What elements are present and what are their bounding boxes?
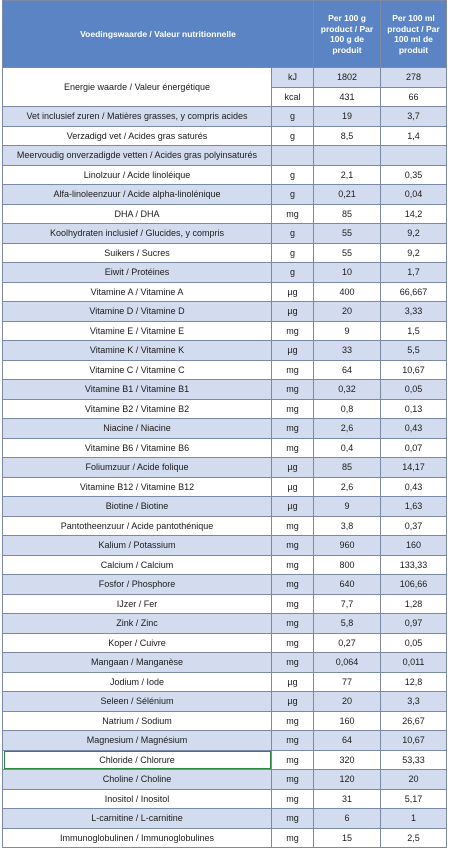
per-100g-cell[interactable]: 2,6	[314, 477, 381, 497]
per-100ml-cell[interactable]: 133,33	[381, 555, 447, 575]
nutrient-label[interactable]: IJzer / Fer	[3, 594, 272, 614]
per-100g-cell[interactable]: 15	[314, 828, 381, 848]
table-row	[3, 360, 447, 380]
nutrient-label[interactable]: Linolzuur / Acide linoléique	[3, 165, 272, 185]
per-100ml-cell[interactable]: 1,4	[381, 126, 447, 146]
per-100ml-cell[interactable]: 3,33	[381, 302, 447, 322]
per-100ml-cell[interactable]: 0,97	[381, 614, 447, 634]
unit-cell[interactable]: mg	[272, 809, 314, 829]
unit-cell[interactable]: g	[272, 224, 314, 244]
nutrient-label[interactable]: Mangaan / Manganèse	[3, 653, 272, 673]
unit-cell[interactable]: mg	[272, 594, 314, 614]
per-100ml-cell[interactable]: 3,3	[381, 692, 447, 712]
per-100ml-cell[interactable]: 26,67	[381, 711, 447, 731]
energy-kj-per-100ml[interactable]: 278	[381, 68, 447, 88]
nutrient-label[interactable]: Fosfor / Phosphore	[3, 575, 272, 595]
per-100g-cell[interactable]: 800	[314, 555, 381, 575]
table-row	[3, 477, 447, 497]
per-100g-cell[interactable]: 9	[314, 321, 381, 341]
per-100g-cell[interactable]: 160	[314, 711, 381, 731]
unit-cell[interactable]: µg	[272, 672, 314, 692]
table-row-energy-kj	[3, 68, 447, 88]
table-row	[3, 555, 447, 575]
table-row	[3, 243, 447, 263]
per-100g-cell[interactable]: 10	[314, 263, 381, 283]
per-100g-cell[interactable]: 0,32	[314, 380, 381, 400]
table-row	[3, 380, 447, 400]
per-100ml-cell[interactable]: 14,17	[381, 458, 447, 478]
per-100ml-cell[interactable]: 0,05	[381, 380, 447, 400]
per-100g-cell[interactable]: 960	[314, 536, 381, 556]
per-100g-cell[interactable]: 120	[314, 770, 381, 790]
unit-cell[interactable]: mg	[272, 555, 314, 575]
unit-cell[interactable]: mg	[272, 750, 314, 770]
nutrient-label[interactable]: Kalium / Potassium	[3, 536, 272, 556]
unit-cell[interactable]: µg	[272, 692, 314, 712]
per-100ml-cell[interactable]: 1	[381, 809, 447, 829]
per-100ml-cell[interactable]: 10,67	[381, 360, 447, 380]
per-100g-cell[interactable]: 20	[314, 692, 381, 712]
unit-cell[interactable]: mg	[272, 711, 314, 731]
unit-cell[interactable]: µg	[272, 497, 314, 517]
per-100ml-cell[interactable]: 0,13	[381, 399, 447, 419]
unit-cell[interactable]: mg	[272, 731, 314, 751]
per-100g-cell[interactable]: 3,8	[314, 516, 381, 536]
per-100g-cell[interactable]: 400	[314, 282, 381, 302]
per-100g-cell[interactable]: 6	[314, 809, 381, 829]
table-row	[3, 770, 447, 790]
nutrient-label[interactable]: Vitamine B1 / Vitamine B1	[3, 380, 272, 400]
unit-cell[interactable]: µg	[272, 282, 314, 302]
table-row	[3, 302, 447, 322]
table-row	[3, 146, 447, 166]
nutrient-label[interactable]: Foliumzuur / Acide folique	[3, 458, 272, 478]
nutrient-label[interactable]: Jodium / Iode	[3, 672, 272, 692]
per-100ml-cell[interactable]: 5,17	[381, 789, 447, 809]
per-100ml-cell[interactable]: 3,7	[381, 107, 447, 127]
unit-cell[interactable]: mg	[272, 419, 314, 439]
per-100ml-cell[interactable]: 10,67	[381, 731, 447, 751]
nutrient-label[interactable]: Chloride / Chlorure	[3, 750, 272, 770]
unit-cell[interactable]	[272, 146, 314, 166]
table-row	[3, 126, 447, 146]
nutrient-label[interactable]: Biotine / Biotine	[3, 497, 272, 517]
unit-cell[interactable]: mg	[272, 321, 314, 341]
nutrient-label[interactable]: Calcium / Calcium	[3, 555, 272, 575]
per-100g-cell[interactable]: 0,21	[314, 185, 381, 205]
per-100ml-cell[interactable]: 1,7	[381, 263, 447, 283]
table-row	[3, 731, 447, 751]
table-row	[3, 224, 447, 244]
per-100ml-cell[interactable]: 12,8	[381, 672, 447, 692]
table-row	[3, 575, 447, 595]
per-100ml-cell[interactable]: 5,5	[381, 341, 447, 361]
nutrient-label[interactable]: Immunoglobulinen / Immunoglobulines	[3, 828, 272, 848]
unit-cell[interactable]: g	[272, 126, 314, 146]
per-100g-cell[interactable]: 55	[314, 243, 381, 263]
per-100ml-cell[interactable]: 1,63	[381, 497, 447, 517]
per-100g-cell[interactable]: 8,5	[314, 126, 381, 146]
per-100ml-cell[interactable]: 1,5	[381, 321, 447, 341]
energy-kcal-per-100ml[interactable]: 66	[381, 87, 447, 107]
per-100ml-cell[interactable]: 9,2	[381, 243, 447, 263]
per-100g-cell[interactable]: 85	[314, 204, 381, 224]
unit-cell[interactable]: g	[272, 185, 314, 205]
nutrient-label[interactable]: Zink / Zinc	[3, 614, 272, 634]
nutrient-label[interactable]: Vitamine D / Vitamine D	[3, 302, 272, 322]
unit-cell[interactable]: µg	[272, 458, 314, 478]
per-100g-cell[interactable]: 19	[314, 107, 381, 127]
table-row	[3, 282, 447, 302]
unit-cell[interactable]: g	[272, 243, 314, 263]
nutrient-label[interactable]: Niacine / Niacine	[3, 419, 272, 439]
table-row	[3, 594, 447, 614]
table-row	[3, 789, 447, 809]
per-100g-cell[interactable]: 55	[314, 224, 381, 244]
per-100ml-cell[interactable]: 0,43	[381, 419, 447, 439]
per-100g-cell[interactable]: 5,8	[314, 614, 381, 634]
nutrient-label[interactable]: Verzadigd vet / Acides gras saturés	[3, 126, 272, 146]
table-row	[3, 341, 447, 361]
table-row	[3, 692, 447, 712]
nutrient-label[interactable]: Vitamine A / Vitamine A	[3, 282, 272, 302]
table-row	[3, 828, 447, 848]
per-100ml-cell[interactable]	[381, 146, 447, 166]
per-100g-cell[interactable]: 640	[314, 575, 381, 595]
per-100ml-cell[interactable]: 14,2	[381, 204, 447, 224]
unit-cell[interactable]: µg	[272, 477, 314, 497]
table-row	[3, 653, 447, 673]
table-row	[3, 419, 447, 439]
per-100g-cell[interactable]: 0,4	[314, 438, 381, 458]
energy-unit-kj[interactable]: kJ	[272, 68, 314, 88]
per-100g-cell[interactable]: 85	[314, 458, 381, 478]
per-100ml-cell[interactable]: 0,07	[381, 438, 447, 458]
per-100ml-cell[interactable]: 2,5	[381, 828, 447, 848]
unit-cell[interactable]: g	[272, 107, 314, 127]
per-100g-cell[interactable]: 0,27	[314, 633, 381, 653]
nutrient-label[interactable]: Choline / Choline	[3, 770, 272, 790]
per-100ml-cell[interactable]: 1,28	[381, 594, 447, 614]
energy-unit-kcal[interactable]: kcal	[272, 87, 314, 107]
unit-cell[interactable]: g	[272, 263, 314, 283]
per-100ml-cell[interactable]: 0,35	[381, 165, 447, 185]
header-nutrient[interactable]: Voedingswaarde / Valeur nutritionnelle	[3, 1, 314, 68]
per-100g-cell[interactable]: 33	[314, 341, 381, 361]
header-per-100g[interactable]: Per 100 g product / Par 100 g de produit	[314, 1, 381, 68]
per-100g-cell[interactable]: 2,6	[314, 419, 381, 439]
table-row	[3, 107, 447, 127]
nutrient-label[interactable]: Vitamine B2 / Vitamine B2	[3, 399, 272, 419]
unit-cell[interactable]: mg	[272, 360, 314, 380]
per-100g-cell[interactable]: 64	[314, 360, 381, 380]
table-row	[3, 204, 447, 224]
unit-cell[interactable]: mg	[272, 770, 314, 790]
per-100ml-cell[interactable]: 53,33	[381, 750, 447, 770]
per-100g-cell[interactable]: 7,7	[314, 594, 381, 614]
per-100ml-cell[interactable]: 0,43	[381, 477, 447, 497]
table-row	[3, 809, 447, 829]
unit-cell[interactable]: mg	[272, 399, 314, 419]
per-100g-cell[interactable]: 31	[314, 789, 381, 809]
table-row	[3, 263, 447, 283]
nutrient-label[interactable]: Koper / Cuivre	[3, 633, 272, 653]
table-row	[3, 321, 447, 341]
unit-cell[interactable]: mg	[272, 536, 314, 556]
table-row	[3, 750, 447, 770]
table-row	[3, 458, 447, 478]
per-100ml-cell[interactable]: 9,2	[381, 224, 447, 244]
per-100ml-cell[interactable]: 0,05	[381, 633, 447, 653]
per-100ml-cell[interactable]: 20	[381, 770, 447, 790]
unit-cell[interactable]: mg	[272, 633, 314, 653]
unit-cell[interactable]: mg	[272, 789, 314, 809]
table-row	[3, 516, 447, 536]
nutrient-label[interactable]: Vitamine E / Vitamine E	[3, 321, 272, 341]
unit-cell[interactable]: µg	[272, 341, 314, 361]
nutrition-table	[2, 0, 447, 848]
per-100ml-cell[interactable]: 160	[381, 536, 447, 556]
unit-cell[interactable]: mg	[272, 653, 314, 673]
nutrient-label[interactable]: Pantotheenzuur / Acide pantothénique	[3, 516, 272, 536]
header-per-100ml[interactable]: Per 100 ml product / Par 100 ml de produit	[381, 1, 447, 68]
nutrient-label[interactable]: Natrium / Sodium	[3, 711, 272, 731]
nutrient-label[interactable]: Vet inclusief zuren / Matières grasses, y compris acides	[3, 107, 272, 127]
per-100ml-cell[interactable]: 0,011	[381, 653, 447, 673]
nutrient-label[interactable]: Seleen / Sélénium	[3, 692, 272, 712]
energy-kj-per-100g[interactable]: 1802	[314, 68, 381, 88]
unit-cell[interactable]: mg	[272, 438, 314, 458]
per-100g-cell[interactable]: 9	[314, 497, 381, 517]
per-100g-cell[interactable]: 77	[314, 672, 381, 692]
nutrient-label[interactable]: Meervoudig onverzadigde vetten / Acides gras polyinsaturés	[3, 146, 272, 166]
nutrient-label[interactable]: Vitamine B12 / Vitamine B12	[3, 477, 272, 497]
per-100g-cell[interactable]: 20	[314, 302, 381, 322]
table-row	[3, 438, 447, 458]
unit-cell[interactable]: mg	[272, 516, 314, 536]
nutrient-label[interactable]: Vitamine C / Vitamine C	[3, 360, 272, 380]
unit-cell[interactable]: mg	[272, 575, 314, 595]
unit-cell[interactable]: mg	[272, 204, 314, 224]
per-100g-cell[interactable]: 64	[314, 731, 381, 751]
table-row	[3, 711, 447, 731]
per-100g-cell[interactable]: 320	[314, 750, 381, 770]
per-100ml-cell[interactable]: 106,66	[381, 575, 447, 595]
per-100g-cell[interactable]	[314, 146, 381, 166]
table-row	[3, 672, 447, 692]
nutrient-label[interactable]: Vitamine K / Vitamine K	[3, 341, 272, 361]
unit-cell[interactable]: mg	[272, 828, 314, 848]
per-100g-cell[interactable]: 0,064	[314, 653, 381, 673]
energy-kcal-per-100g[interactable]: 431	[314, 87, 381, 107]
nutrient-label[interactable]: Koolhydraten inclusief / Glucides, y compris	[3, 224, 272, 244]
nutrient-label[interactable]: Vitamine B6 / Vitamine B6	[3, 438, 272, 458]
nutrient-label[interactable]: L-carnitine / L-carnitine	[3, 809, 272, 829]
nutrient-label[interactable]: Suikers / Sucres	[3, 243, 272, 263]
table-row	[3, 614, 447, 634]
table-row	[3, 185, 447, 205]
nutrient-label[interactable]: DHA / DHA	[3, 204, 272, 224]
unit-cell[interactable]: mg	[272, 614, 314, 634]
per-100ml-cell[interactable]: 66,667	[381, 282, 447, 302]
table-row	[3, 536, 447, 556]
table-row	[3, 497, 447, 517]
nutrient-label[interactable]: Eiwit / Protéines	[3, 263, 272, 283]
energy-label[interactable]: Energie waarde / Valeur énergétique	[3, 68, 272, 107]
nutrient-label[interactable]: Magnesium / Magnésium	[3, 731, 272, 751]
unit-cell[interactable]: µg	[272, 302, 314, 322]
table-row	[3, 633, 447, 653]
nutrient-label[interactable]: Inositol / Inositol	[3, 789, 272, 809]
per-100g-cell[interactable]: 0,8	[314, 399, 381, 419]
per-100ml-cell[interactable]: 0,37	[381, 516, 447, 536]
nutrient-label[interactable]: Alfa-linoleenzuur / Acide alpha-linolénique	[3, 185, 272, 205]
per-100ml-cell[interactable]: 0,04	[381, 185, 447, 205]
table-row	[3, 399, 447, 419]
unit-cell[interactable]: g	[272, 165, 314, 185]
per-100g-cell[interactable]: 2,1	[314, 165, 381, 185]
unit-cell[interactable]: mg	[272, 380, 314, 400]
table-row	[3, 165, 447, 185]
